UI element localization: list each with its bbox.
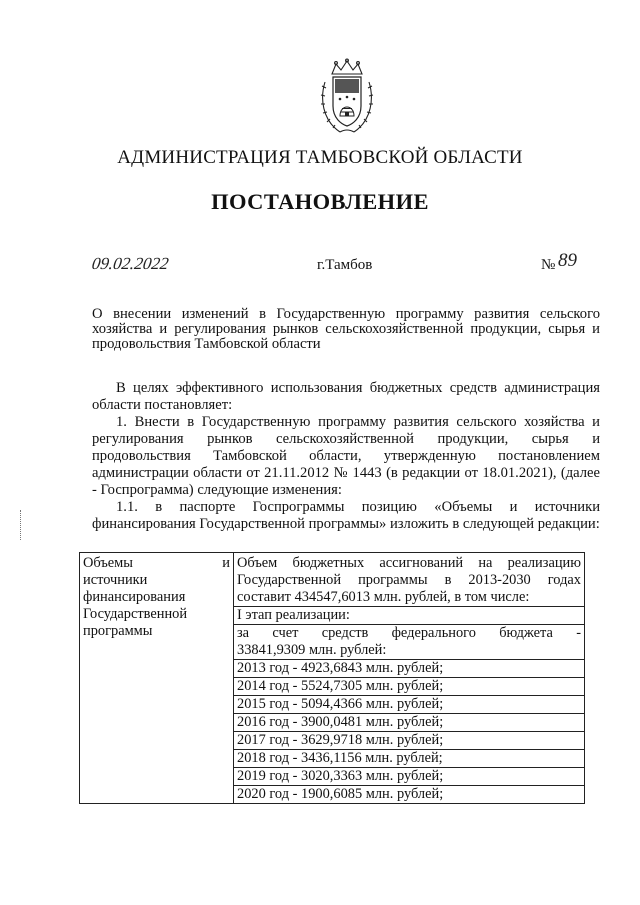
label-line: финансирования xyxy=(83,589,186,605)
label-line: Объемы и xyxy=(83,555,230,571)
coat-of-arms-emblem xyxy=(318,58,376,136)
table-cell-label xyxy=(80,553,234,804)
document-type-title: ПОСТАНОВЛЕНИЕ xyxy=(211,189,429,214)
year-amount-line: 2014 год - 5524,7305 млн. рублей; xyxy=(234,678,584,696)
intro-line: составит 434547,6013 млн. рублей, в том числе: xyxy=(234,589,584,607)
intro-line: Объем бюджетных ассигнований на реализацию xyxy=(237,555,581,571)
year-amount-line: 2016 год - 3900,0481 млн. рублей; xyxy=(234,714,584,732)
body-paragraph-item-1: 1. Внести в Государственную программу развития сельского хозяйства и регулирования рынков сельскохозяйственной продукции, сырья и продовольствия Тамбовской области, утвержденную постановлением администрации области от 21.11.2012 № 1443 (в редакции от 18.01.2021), (далее - Госпрограмма) следующие изменения: xyxy=(92,414,600,498)
year-amount-line: 2013 год - 4923,6843 млн. рублей; xyxy=(234,660,584,678)
body-paragraph-item-1-1: 1.1. в паспорте Госпрограммы позицию «Объемы и источники финансирования Государственной программы» изложить в следующей редакции: xyxy=(92,499,600,532)
year-amount-line: 2019 год - 3020,3363 млн. рублей; xyxy=(234,768,584,786)
stage-label: I этап реализации: xyxy=(234,607,584,625)
year-amount-line: 2018 год - 3436,1156 млн. рублей; xyxy=(234,750,584,768)
margin-mark xyxy=(20,510,23,540)
year-amount-line: 2015 год - 5094,4366 млн. рублей; xyxy=(234,696,584,714)
table-row xyxy=(80,553,585,804)
city-label: г.Тамбов xyxy=(317,257,373,273)
financing-table xyxy=(79,552,585,804)
label-line: Государственной xyxy=(83,606,188,622)
federal-budget-total: 33841,9309 млн. рублей: xyxy=(234,642,584,660)
handwritten-date: 09.02.2022 xyxy=(90,254,170,273)
intro-line: Государственной программы в 2013-2030 годах xyxy=(237,572,581,588)
handwritten-document-number: 89 xyxy=(558,250,577,271)
federal-budget-line: за счет средств федерального бюджета - xyxy=(237,625,581,641)
year-amount-line: 2020 год - 1900,6085 млн. рублей; xyxy=(237,786,444,802)
year-amount-line: 2017 год - 3629,9718 млн. рублей; xyxy=(234,732,584,750)
table-cell-content xyxy=(234,553,585,804)
organization-title: АДМИНИСТРАЦИЯ ТАМБОВСКОЙ ОБЛАСТИ xyxy=(117,147,523,168)
label-line: программы xyxy=(83,623,153,639)
document-subject: О внесении изменений в Государственную программу развития сельского хозяйства и регулирования рынков сельскохозяйственной продукции, сырья и продовольствия Тамбовской области xyxy=(92,306,600,352)
label-line: источники xyxy=(83,572,148,588)
document-number-label: № xyxy=(541,257,556,273)
body-paragraph-intro: В целях эффективного использования бюджетных средств администрация области постановляет: xyxy=(92,380,600,413)
